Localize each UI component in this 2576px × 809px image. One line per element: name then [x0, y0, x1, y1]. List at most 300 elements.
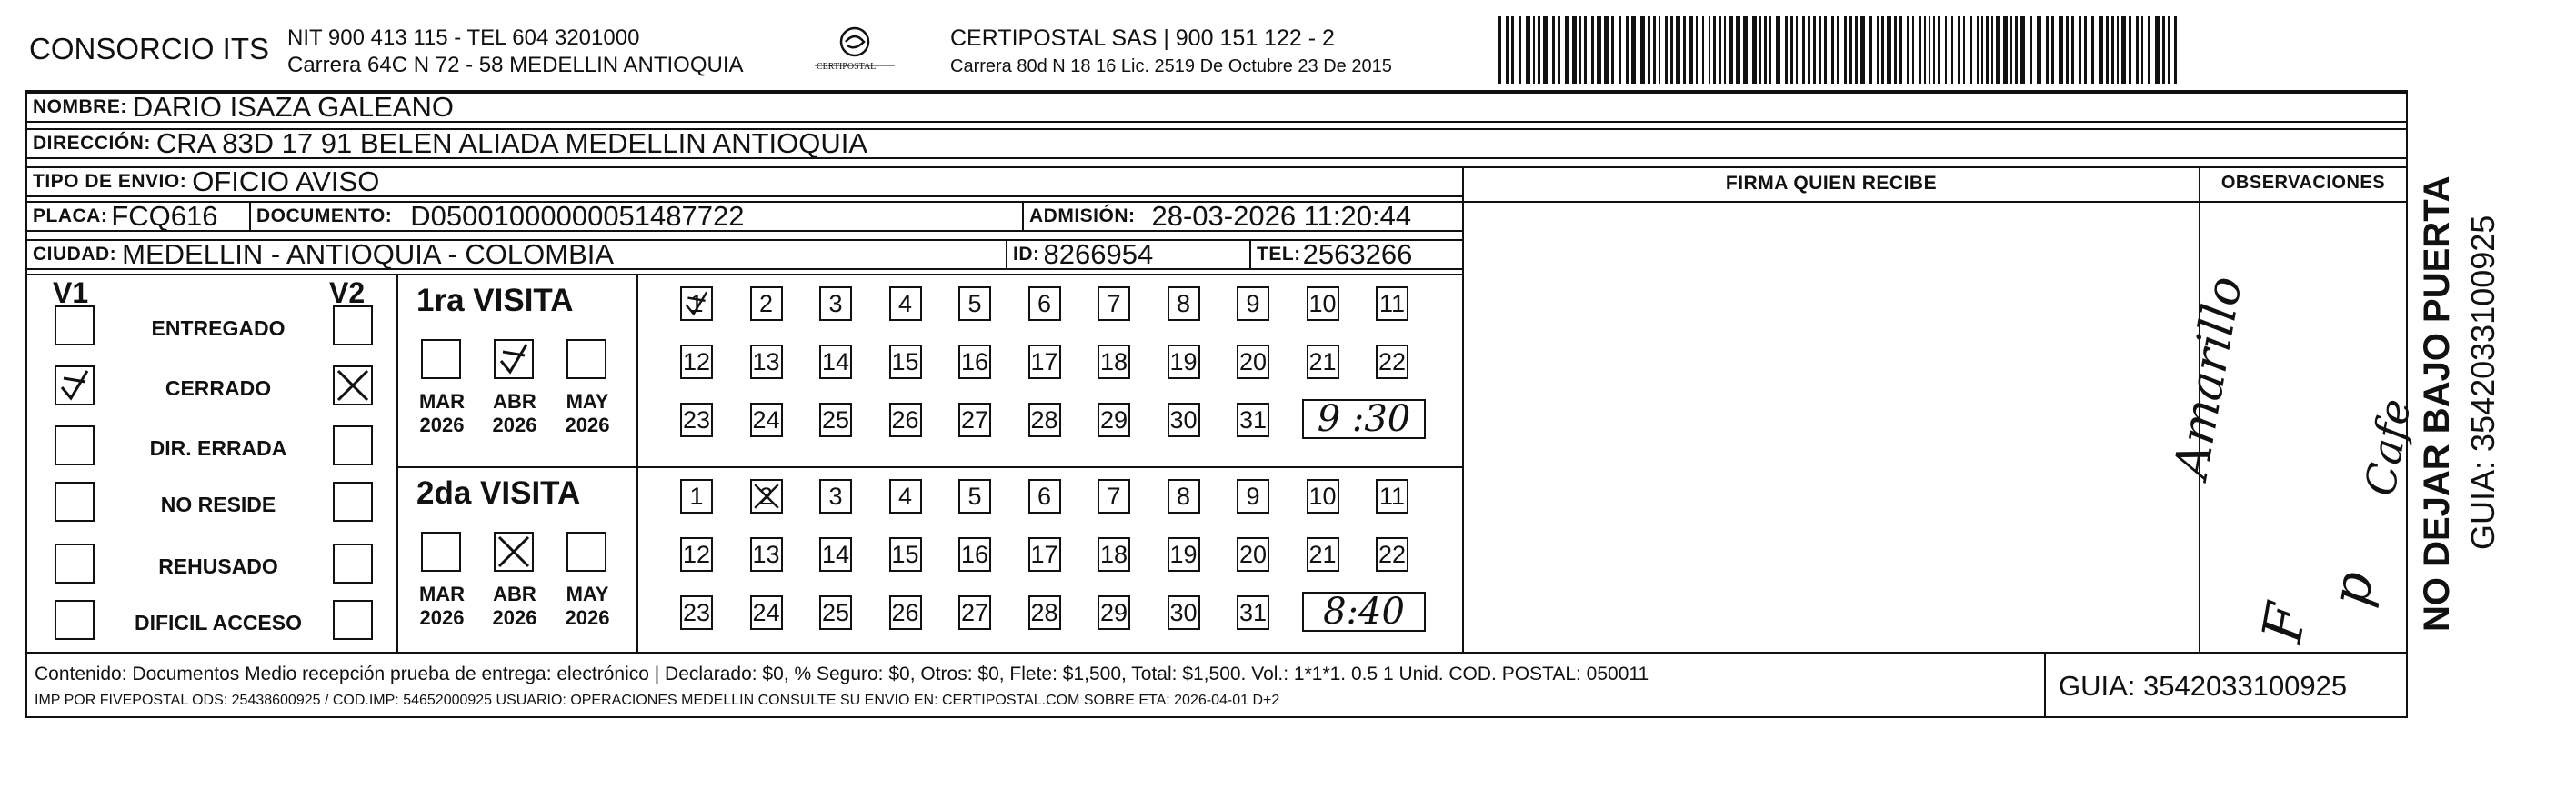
day-16-box[interactable]: [958, 345, 991, 379]
month-checkbox-abr[interactable]: [494, 339, 534, 379]
v2-checkbox-5[interactable]: [333, 600, 373, 640]
barcode-bar: [1640, 16, 1645, 84]
day-14-box[interactable]: [819, 537, 852, 572]
barcode-bar: [2174, 16, 2177, 84]
v1-checkbox-3[interactable]: [55, 482, 95, 522]
id-label: ID:: [1013, 244, 1040, 265]
barcode-bar: [2084, 16, 2087, 84]
barcode-bar: [1977, 16, 1979, 84]
barcode-bar: [1877, 16, 1879, 84]
barcode-bar: [2121, 16, 2126, 84]
day-number: 11: [1378, 289, 1406, 317]
barcode-bar: [1869, 16, 1872, 84]
day-5-box[interactable]: [958, 286, 991, 321]
barcode-bar: [1498, 16, 1501, 84]
day-number: 20: [1238, 347, 1268, 375]
barcode-bar: [1991, 16, 1993, 84]
day-22-box[interactable]: [1376, 345, 1408, 379]
day-21-box[interactable]: [1307, 537, 1339, 572]
day-number: 3: [828, 482, 843, 510]
certipostal-line: CERTIPOSTAL SAS | 900 151 122 - 2: [950, 25, 1335, 51]
day-number: 19: [1169, 347, 1198, 375]
day-8-box[interactable]: [1168, 286, 1200, 321]
v1-checkbox-0[interactable]: [55, 305, 95, 345]
barcode-bar: [2111, 16, 2114, 84]
day-26-box[interactable]: [889, 595, 922, 630]
barcode-bar: [2117, 16, 2119, 84]
tipo-row: [25, 166, 1464, 197]
barcode-bar: [1796, 16, 1798, 84]
day-10-box[interactable]: [1307, 479, 1339, 514]
visit-1-divider: [636, 274, 638, 468]
barcode-bar: [1719, 16, 1721, 84]
tel-value: 2563266: [1302, 239, 1413, 270]
day-number: 18: [1099, 347, 1128, 375]
month-label: [483, 583, 546, 630]
barcode-bar: [1819, 16, 1821, 84]
barcode-bar: [1802, 16, 1805, 84]
day-number: 7: [1107, 482, 1121, 510]
barcode-bar: [1764, 16, 1767, 84]
barcode-bar: [1565, 16, 1569, 84]
company-address: Carrera 64C N 72 - 58 MEDELLIN ANTIOQUIA: [287, 53, 744, 77]
month-year: 2026: [565, 606, 610, 629]
day-11-box[interactable]: [1376, 286, 1408, 321]
barcode-bar: [1759, 16, 1761, 84]
day-2-box[interactable]: [750, 286, 783, 321]
day-number: 1: [689, 289, 704, 317]
barcode-bar: [2162, 16, 2165, 84]
day-number: 16: [960, 540, 989, 568]
barcode-bar: [1631, 16, 1636, 84]
barcode-bar: [1907, 16, 1909, 84]
barcode-bar: [1611, 16, 1614, 84]
day-number: 26: [891, 598, 919, 626]
admision-cell: [1022, 201, 1464, 232]
day-3-box[interactable]: [819, 286, 852, 321]
barcode-bar: [1670, 16, 1673, 84]
documento-value: D05001000000051487722: [410, 201, 745, 232]
month-checkbox-may[interactable]: [566, 339, 606, 379]
day-18-box[interactable]: [1098, 537, 1130, 572]
month-name: MAR: [418, 583, 466, 605]
tipo-label: TIPO DE ENVIO:: [33, 171, 187, 192]
v2-checkbox-4[interactable]: [333, 544, 373, 584]
firma-header-line: [1462, 201, 2408, 203]
day-number: 25: [821, 405, 850, 434]
barcode-bar: [1996, 16, 2000, 84]
v2-checkbox-0[interactable]: [333, 305, 373, 345]
day-number: 26: [891, 405, 919, 434]
documento-cell: [249, 201, 1024, 232]
day-number: 29: [1099, 598, 1128, 626]
tel-cell: [1249, 239, 1464, 270]
barcode-bar: [1769, 16, 1771, 84]
x-mark-icon: [496, 534, 532, 570]
barcode-bar: [2059, 16, 2063, 84]
barcode-bar: [1849, 16, 1852, 84]
footer-contenido: Contenido: Documentos Medio recepción prueba de entrega: electrónico | Declarado: $0, % Seguro: $0, Otros: $0, Flete: $1,500, Total: $1,500. Vol.: 1*1*1. 0.5 1 Unid. COD. POSTAL: 050011: [35, 664, 1649, 684]
barcode-bar: [2051, 16, 2054, 84]
day-number: 2: [758, 289, 774, 317]
barcode-bar: [1689, 16, 1693, 84]
barcode-bar: [1929, 16, 1930, 84]
day-12-box[interactable]: [680, 537, 713, 572]
day-number: 6: [1037, 289, 1052, 317]
barcode-bar: [1511, 16, 1514, 84]
footer-guia: GUIA: 3542033100925: [2059, 670, 2348, 702]
day-7-box[interactable]: [1098, 479, 1130, 514]
company-name: CONSORCIO ITS: [29, 32, 270, 65]
barcode-bar: [1579, 16, 1581, 84]
handwritten-note-2: F: [2250, 598, 2320, 648]
barcode-bar: [1938, 16, 1940, 84]
barcode-bar: [1709, 16, 1710, 84]
day-27-box[interactable]: [958, 595, 991, 630]
barcode-bar: [2129, 16, 2131, 84]
day-24-box[interactable]: [750, 595, 783, 630]
check-mark-icon: [496, 341, 532, 377]
nombre-value: DARIO ISAZA GALEANO: [132, 92, 454, 123]
barcode-bar: [2010, 16, 2012, 84]
v1-label: V1: [53, 276, 89, 309]
barcode-bar: [1538, 16, 1540, 84]
barcode-bar: [2015, 16, 2018, 84]
day-4-box[interactable]: [889, 479, 922, 514]
month-name: ABR: [493, 583, 536, 605]
handwritten-note-1: Amarillo: [2164, 272, 2253, 483]
day-number: 22: [1378, 347, 1407, 375]
status-label: DIR. ERRADA: [149, 436, 287, 460]
barcode-bar: [1584, 16, 1587, 84]
month-label: [556, 390, 619, 437]
month-checkbox-may[interactable]: [566, 532, 606, 572]
documento-label: DOCUMENTO:: [256, 205, 393, 226]
day-19-box[interactable]: [1168, 537, 1200, 572]
day-29-box[interactable]: [1098, 595, 1130, 630]
day-number: 15: [891, 540, 919, 568]
v2-checkbox-3[interactable]: [333, 482, 373, 522]
barcode-bar: [1919, 16, 1921, 84]
barcode-bar: [1591, 16, 1594, 84]
month-checkbox-abr[interactable]: [494, 532, 534, 572]
day-5-box[interactable]: [958, 479, 991, 514]
day-number: 28: [1030, 598, 1058, 626]
month-label: [410, 583, 474, 630]
day-22-box[interactable]: [1376, 537, 1408, 572]
admision-value: 28-03-2026 11:20:44: [1151, 201, 1412, 232]
handwritten-note-3: p: [2319, 566, 2386, 611]
day-number: 14: [821, 347, 850, 375]
barcode-bar: [1533, 16, 1535, 84]
v1-checkbox-2[interactable]: [55, 425, 95, 465]
day-11-box[interactable]: [1376, 479, 1408, 514]
header: [0, 0, 2576, 95]
day-4-box[interactable]: [889, 286, 922, 321]
day-number: 12: [682, 540, 711, 568]
day-number: 24: [752, 598, 780, 626]
barcode-bar: [1912, 16, 1914, 84]
month-label: [556, 583, 619, 630]
v1-checkbox-1[interactable]: [55, 365, 95, 405]
id-value: 8266954: [1043, 239, 1154, 270]
day-number: 8: [1176, 482, 1191, 510]
day-12-box[interactable]: [680, 345, 713, 379]
footer-imp: IMP POR FIVEPOSTAL ODS: 25438600925 / COD.IMP: 54652000925 USUARIO: OPERACIONES MEDELLIN CONSULTE SU ENVIO EN: CERTIPOSTAL.COM SOBRE ETA: 2026-04-01 D+2: [35, 693, 1280, 708]
barcode-bar: [1558, 16, 1560, 84]
day-number: 31: [1238, 405, 1268, 434]
v1-checkbox-4[interactable]: [55, 544, 95, 584]
day-number: 1: [689, 482, 704, 510]
day-number: 5: [967, 482, 982, 510]
day-number: 25: [821, 598, 850, 626]
day-number: 17: [1030, 347, 1058, 375]
direccion-row: [25, 128, 2408, 159]
visit-time[interactable]: 9 :30: [1302, 399, 1426, 439]
day-14-box[interactable]: [819, 345, 852, 379]
side-warning: NO DEJAR BAJO PUERTA: [2417, 175, 2457, 632]
check-mark-icon: [56, 367, 93, 404]
barcode-bar: [1785, 16, 1788, 84]
placa-cell: [25, 201, 251, 232]
barcode-bar: [1552, 16, 1555, 84]
barcode-bar: [1844, 16, 1847, 84]
barcode-bar: [1831, 16, 1834, 84]
barcode-bar: [1683, 16, 1686, 84]
barcode-bar: [2099, 16, 2103, 84]
day-13-box[interactable]: [750, 537, 783, 572]
day-number: 28: [1030, 405, 1058, 434]
barcode-bar: [1619, 16, 1621, 84]
visit-time[interactable]: 8:40: [1302, 592, 1426, 632]
barcode-bar: [1659, 16, 1660, 84]
day-30-box[interactable]: [1168, 595, 1200, 630]
day-number: 27: [960, 405, 989, 434]
day-number: 31: [1238, 598, 1268, 626]
day-31-box[interactable]: [1237, 403, 1269, 437]
day-number: 10: [1308, 482, 1337, 510]
day-18-box[interactable]: [1098, 345, 1130, 379]
barcode-bar: [1933, 16, 1935, 84]
day-9-box[interactable]: [1237, 479, 1269, 514]
ciudad-cell: [25, 239, 1007, 270]
day-28-box[interactable]: [1028, 595, 1061, 630]
day-number: 24: [752, 405, 780, 434]
placa-value: FCQ616: [111, 201, 218, 232]
barcode-bar: [1860, 16, 1865, 84]
day-9-box[interactable]: [1237, 286, 1269, 321]
day-number: 21: [1308, 540, 1337, 568]
day-number: 18: [1099, 540, 1128, 568]
day-26-box[interactable]: [889, 403, 922, 437]
barcode-bar: [1696, 16, 1698, 84]
day-1-box[interactable]: [680, 479, 713, 514]
month-year: 2026: [565, 414, 610, 436]
day-number: 8: [1176, 289, 1191, 317]
barcode-bar: [1958, 16, 1960, 84]
day-10-box[interactable]: [1307, 286, 1339, 321]
day-number: 30: [1169, 598, 1198, 626]
direccion-label: DIRECCIÓN:: [33, 133, 151, 154]
status-label: NO RESIDE: [160, 493, 276, 516]
day-number: 16: [960, 347, 989, 375]
barcode-bar: [1855, 16, 1858, 84]
month-year: 2026: [419, 414, 465, 436]
barcode-bar: [2037, 16, 2041, 84]
barcode-bar: [1899, 16, 1902, 84]
barcode: [0, 0, 2576, 95]
month-name: MAR: [418, 390, 466, 413]
day-17-box[interactable]: [1028, 345, 1061, 379]
day-number: 9: [1246, 289, 1260, 317]
month-year: 2026: [492, 606, 537, 629]
barcode-bar: [1945, 16, 1947, 84]
barcode-bar: [1752, 16, 1757, 84]
x-mark-icon: [752, 481, 781, 512]
day-13-box[interactable]: [750, 345, 783, 379]
v2-checkbox-2[interactable]: [333, 425, 373, 465]
day-number: 20: [1238, 540, 1268, 568]
day-number: 29: [1099, 405, 1128, 434]
status-label: REHUSADO: [158, 554, 278, 578]
day-28-box[interactable]: [1028, 403, 1061, 437]
day-17-box[interactable]: [1028, 537, 1061, 572]
day-number: 22: [1378, 540, 1407, 568]
status-label: ENTREGADO: [151, 316, 286, 340]
barcode-bar: [2091, 16, 2094, 84]
barcode-bar: [2003, 16, 2008, 84]
day-16-box[interactable]: [958, 537, 991, 572]
day-15-box[interactable]: [889, 345, 922, 379]
day-29-box[interactable]: [1098, 403, 1130, 437]
handwritten-note-4: Cafe: [2355, 395, 2421, 500]
barcode-bar: [1604, 16, 1609, 84]
visit-title: 2da VISITA: [416, 475, 581, 511]
barcode-bar: [1776, 16, 1780, 84]
month-year: 2026: [492, 414, 537, 436]
nombre-row: [25, 92, 2408, 123]
barcode-bar: [1813, 16, 1816, 84]
barcode-bar: [2030, 16, 2032, 84]
month-label: [483, 390, 546, 437]
day-number: 4: [897, 482, 913, 510]
day-8-box[interactable]: [1168, 479, 1200, 514]
logo-text: CERTIPOSTAL: [817, 62, 877, 72]
day-number: 11: [1378, 482, 1406, 510]
company-nit-tel: NIT 900 413 115 - TEL 604 3201000: [287, 25, 640, 50]
day-31-box[interactable]: [1237, 595, 1269, 630]
barcode-bar: [1986, 16, 1989, 84]
day-number: 23: [682, 598, 711, 626]
barcode-bar: [1665, 16, 1668, 84]
day-number: 7: [1107, 289, 1121, 317]
day-23-box[interactable]: [680, 595, 713, 630]
day-number: 27: [960, 598, 989, 626]
day-20-box[interactable]: [1237, 345, 1269, 379]
barcode-bar: [1790, 16, 1793, 84]
barcode-bar: [1951, 16, 1953, 84]
barcode-bar: [1981, 16, 1983, 84]
barcode-bar: [1526, 16, 1530, 84]
barcode-bar: [2136, 16, 2139, 84]
barcode-bar: [2155, 16, 2160, 84]
day-number: 5: [967, 289, 982, 317]
day-20-box[interactable]: [1237, 537, 1269, 572]
barcode-bar: [1824, 16, 1827, 84]
day-number: 4: [897, 289, 913, 317]
month-checkbox-mar[interactable]: [421, 532, 461, 572]
day-30-box[interactable]: [1168, 403, 1200, 437]
day-1-box[interactable]: [680, 286, 713, 321]
barcode-bar: [1729, 16, 1733, 84]
barcode-bar: [1648, 16, 1650, 84]
ciudad-value: MEDELLIN - ANTIOQUIA - COLOMBIA: [122, 239, 615, 270]
month-checkbox-mar[interactable]: [421, 339, 461, 379]
month-year: 2026: [419, 606, 465, 629]
month-name: MAY: [566, 583, 609, 605]
day-7-box[interactable]: [1098, 286, 1130, 321]
v1-checkbox-5[interactable]: [55, 600, 95, 640]
day-24-box[interactable]: [750, 403, 783, 437]
day-6-box[interactable]: [1028, 479, 1061, 514]
day-25-box[interactable]: [819, 595, 852, 630]
barcode-bar: [2066, 16, 2069, 84]
barcode-bar: [2106, 16, 2109, 84]
day-3-box[interactable]: [819, 479, 852, 514]
day-21-box[interactable]: [1307, 345, 1339, 379]
day-number: 17: [1030, 540, 1058, 568]
month-name: MAY: [566, 390, 609, 413]
tipo-value: OFICIO AVISO: [192, 166, 380, 197]
barcode-bar: [1519, 16, 1521, 84]
barcode-bar: [1736, 16, 1740, 84]
check-mark-icon: [682, 288, 711, 319]
barcode-bar: [1894, 16, 1897, 84]
day-number: 10: [1308, 289, 1337, 317]
barcode-bar: [2141, 16, 2143, 84]
visit-title: 1ra VISITA: [416, 283, 574, 318]
day-6-box[interactable]: [1028, 286, 1061, 321]
barcode-bar: [2148, 16, 2150, 84]
day-27-box[interactable]: [958, 403, 991, 437]
day-number: 14: [821, 540, 850, 568]
x-mark-icon: [335, 367, 371, 404]
day-number: 2: [758, 482, 774, 510]
admision-label: ADMISIÓN:: [1029, 205, 1136, 226]
barcode-bar: [2168, 16, 2170, 84]
status-label: CERRADO: [165, 376, 272, 400]
firma-label: FIRMA QUIEN RECIBE: [1725, 173, 1938, 194]
day-number: 19: [1169, 540, 1198, 568]
barcode-bar: [1676, 16, 1680, 84]
day-25-box[interactable]: [819, 403, 852, 437]
barcode-bar: [1702, 16, 1704, 84]
day-19-box[interactable]: [1168, 345, 1200, 379]
day-number: 12: [682, 347, 711, 375]
day-number: 13: [752, 540, 780, 568]
barcode-bar: [1837, 16, 1839, 84]
certipostal-address: Carrera 80d N 18 16 Lic. 2519 De Octubre 23 De 2015: [950, 56, 1392, 76]
barcode-bar: [1724, 16, 1726, 84]
day-23-box[interactable]: [680, 403, 713, 437]
day-15-box[interactable]: [889, 537, 922, 572]
side-guia: GUIA: 3542033100925: [2464, 215, 2501, 550]
barcode-bar: [1626, 16, 1629, 84]
barcode-bar: [1881, 16, 1884, 84]
day-2-box[interactable]: [750, 479, 783, 514]
ciudad-label: CIUDAD:: [33, 244, 117, 265]
v2-checkbox-1[interactable]: [333, 365, 373, 405]
